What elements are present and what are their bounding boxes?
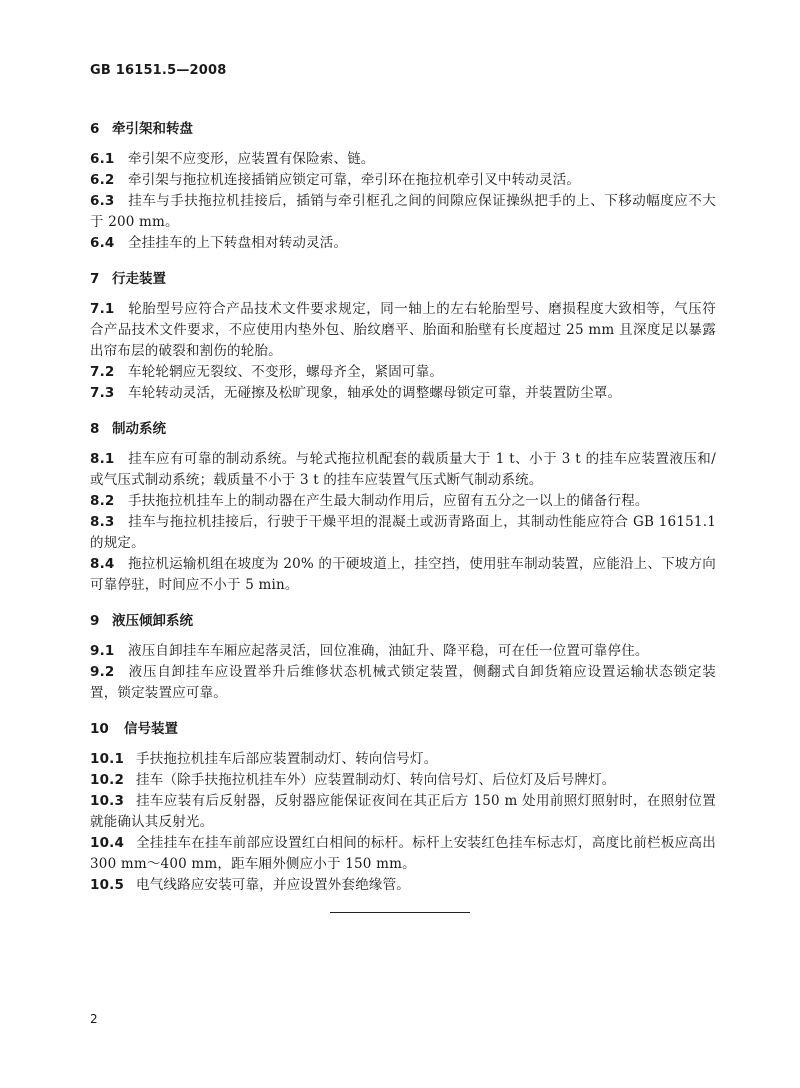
section-title: 牵引架和转盘 [112, 121, 193, 137]
clause-text: 液压自卸挂车应设置举升后维修状态机械式锁定装置，侧翻式自卸货箱应设置运输状态锁定装置，锁定装置应可靠。 [90, 664, 716, 701]
document-body [90, 118, 716, 896]
clause-text: 挂车应有可靠的制动系统。与轮式拖拉机配套的载质量大于 1 t、小于 3 t 的挂车应装置液压和/或气压式制动系统；载质量不小于 3 t 的挂车应装置气压式断气制动系统。 [90, 451, 716, 488]
clause-number: 10.5 [90, 877, 125, 893]
section-heading [90, 610, 716, 632]
clause [90, 149, 716, 170]
clause [90, 770, 716, 791]
clause-number: 8.3 [90, 514, 115, 530]
section-number: 7 [90, 271, 100, 287]
section-number: 10 [90, 721, 109, 737]
section-8 [90, 418, 716, 596]
section-title: 液压倾卸系统 [112, 613, 193, 629]
clause-text: 车轮转动灵活，无碰擦及松旷现象，轴承处的调整螺母锁定可靠，并装置防尘罩。 [128, 385, 622, 401]
section-number: 8 [90, 421, 100, 437]
clause-text: 拖拉机运输机组在坡度为 20% 的干硬坡道上，挂空挡，使用驻车制动装置，应能沿上、下坡方向可靠停驻，时间应不小于 5 min。 [90, 556, 716, 593]
clause [90, 299, 716, 362]
clause [90, 233, 716, 254]
clause [90, 383, 716, 404]
section-title: 行走装置 [112, 271, 166, 287]
clause-number: 8.4 [90, 556, 115, 572]
section-title: 制动系统 [112, 421, 166, 437]
section-heading [90, 718, 716, 740]
section-heading [90, 268, 716, 290]
clause-text: 手扶拖拉机挂车后部应装置制动灯、转向信号灯。 [136, 751, 438, 767]
clause-number: 9.2 [90, 664, 115, 680]
clause-text: 牵引架与拖拉机连接插销应锁定可靠，牵引环在拖拉机牵引叉中转动灵活。 [128, 172, 581, 188]
clause-number: 10.1 [90, 751, 125, 767]
section-10 [90, 718, 716, 896]
clause [90, 449, 716, 491]
clause-text: 液压自卸挂车车厢应起落灵活，回位准确，油缸升、降平稳，可在任一位置可靠停住。 [128, 643, 649, 659]
section-9 [90, 610, 716, 704]
section-7 [90, 268, 716, 404]
clause-number: 6.3 [90, 193, 115, 209]
clause-text: 全挂挂车在挂车前部应设置红白相间的标杆。标杆上安装红色挂车标志灯，高度比前栏板应高出 300 mm～400 mm，距车厢外侧应小于 150 mm。 [90, 835, 716, 872]
section-title: 信号装置 [124, 721, 178, 737]
clause [90, 362, 716, 383]
clause [90, 875, 716, 896]
clause [90, 833, 716, 875]
clause-text: 电气线路应安装可靠，并应设置外套绝缘管。 [136, 877, 410, 893]
clause-number: 8.2 [90, 493, 115, 509]
clause-text: 挂车与拖拉机挂接后，行驶于干燥平坦的混凝土或沥青路面上，其制动性能应符合 GB 16151.1 的规定。 [90, 514, 716, 551]
clause [90, 791, 716, 833]
section-heading [90, 418, 716, 440]
clause-text: 挂车应装有后反射器，反射器应能保证夜间在其正后方 150 m 处用前照灯照射时，在照射位置就能确认其反射光。 [90, 793, 716, 830]
clause-number: 7.3 [90, 385, 115, 401]
clause-text: 挂车（除手扶拖拉机挂车外）应装置制动灯、转向信号灯、后位灯及后号牌灯。 [136, 772, 616, 788]
end-rule [330, 912, 470, 913]
standard-code: GB 16151.5—2008 [90, 63, 227, 78]
clause-text: 挂车与手扶拖拉机挂接后，插销与牵引框孔之间的间隙应保证操纵把手的上、下移动幅度应不大于 200 mm。 [90, 193, 716, 230]
clause-text: 轮胎型号应符合产品技术文件要求规定，同一轴上的左右轮胎型号、磨损程度大致相等，气压符合产品技术文件要求，不应使用内垫外包、胎纹磨平、胎面和胎壁有长度超过 25 mm 且深度足以暴露出帘布层的破裂和割伤的轮胎。 [90, 301, 716, 359]
clause-number: 10.4 [90, 835, 125, 851]
clause-text: 全挂挂车的上下转盘相对转动灵活。 [128, 235, 348, 251]
section-heading [90, 118, 716, 140]
clause-number: 9.1 [90, 643, 115, 659]
clause [90, 191, 716, 233]
clause [90, 554, 716, 596]
clause-text: 车轮轮辋应无裂纹、不变形，螺母齐全，紧固可靠。 [128, 364, 444, 380]
page-number: 2 [90, 1012, 98, 1026]
clause [90, 749, 716, 770]
clause [90, 491, 716, 512]
section-6 [90, 118, 716, 254]
clause-number: 10.3 [90, 793, 125, 809]
clause-number: 6.1 [90, 151, 115, 167]
clause-number: 6.2 [90, 172, 115, 188]
clause-number: 7.1 [90, 301, 115, 317]
clause-number: 7.2 [90, 364, 115, 380]
clause-number: 10.2 [90, 772, 125, 788]
clause-text: 牵引架不应变形，应装置有保险索、链。 [128, 151, 375, 167]
section-number: 6 [90, 121, 100, 137]
clause [90, 662, 716, 704]
clause-text: 手扶拖拉机挂车上的制动器在产生最大制动作用后，应留有五分之一以上的储备行程。 [128, 493, 649, 509]
section-number: 9 [90, 613, 100, 629]
clause [90, 512, 716, 554]
clause-number: 8.1 [90, 451, 115, 467]
clause [90, 641, 716, 662]
clause [90, 170, 716, 191]
clause-number: 6.4 [90, 235, 115, 251]
